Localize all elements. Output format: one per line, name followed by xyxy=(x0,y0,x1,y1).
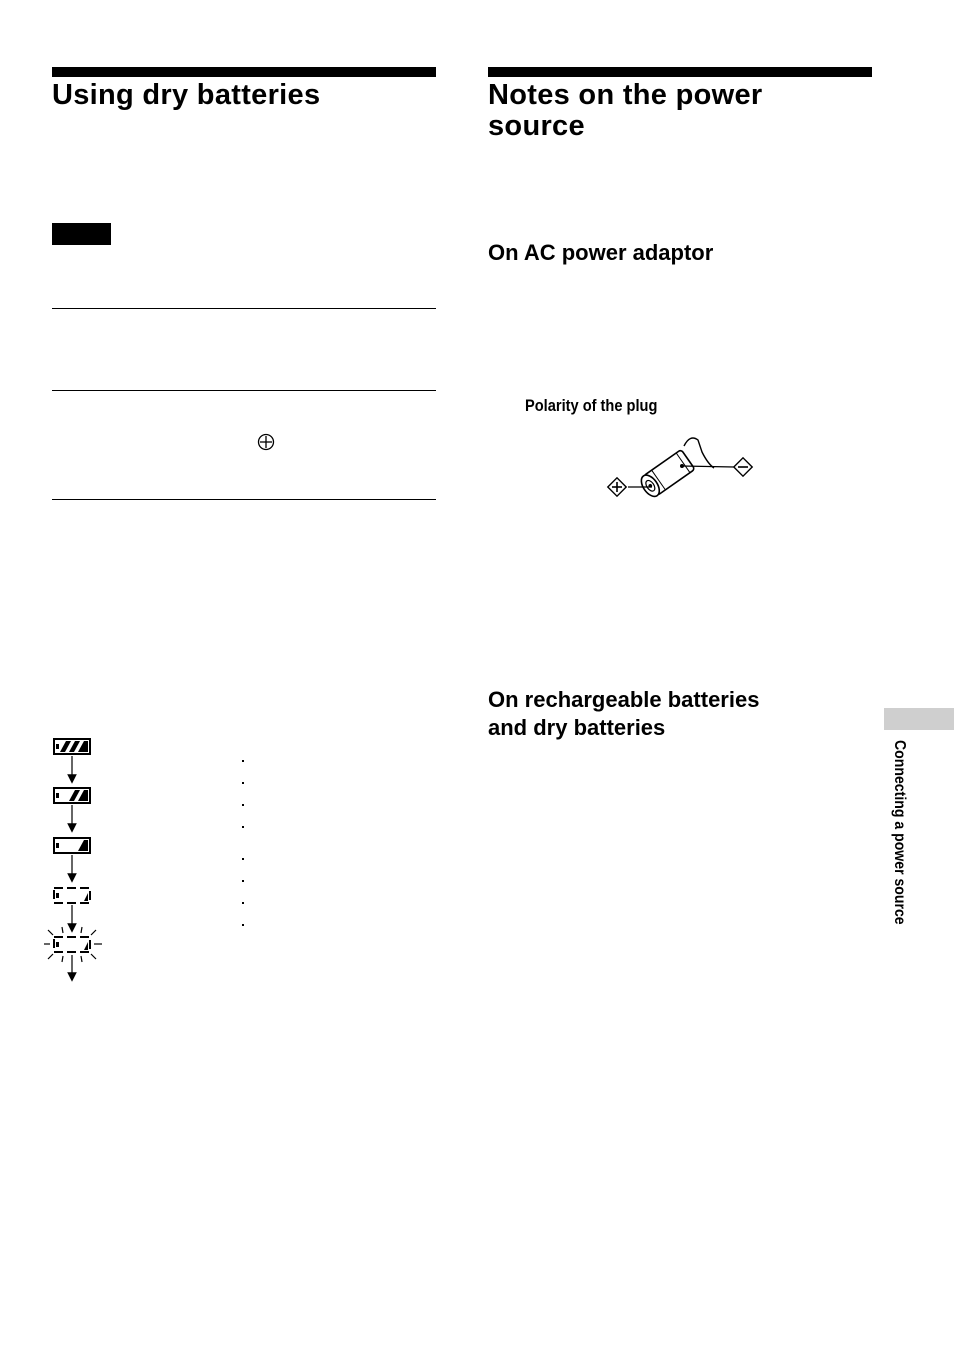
page-title-dry-batteries: Using dry batteries xyxy=(52,79,321,111)
leader-dot xyxy=(242,880,244,882)
leader-dot xyxy=(242,804,244,806)
battery-two-thirds-icon xyxy=(54,788,90,803)
page-title-power-source-line2: source xyxy=(488,110,585,142)
leader-dot xyxy=(242,760,244,762)
section-heading-ac-adaptor: On AC power adaptor xyxy=(488,240,714,265)
page-title-power-source-line1: Notes on the power xyxy=(488,79,763,111)
right-title-rule xyxy=(488,67,872,77)
notes-label-box xyxy=(52,223,111,245)
battery-low-icon xyxy=(54,888,90,903)
leader-dot xyxy=(242,858,244,860)
circled-plus-icon xyxy=(257,433,275,451)
plug-polarity-icon xyxy=(600,430,760,505)
section-heading-batteries-line2: and dry batteries xyxy=(488,715,666,740)
leader-dot xyxy=(242,924,244,926)
battery-one-third-icon xyxy=(54,838,90,853)
leader-dot xyxy=(242,782,244,784)
chapter-tab xyxy=(884,708,954,730)
leader-dot xyxy=(242,826,244,828)
polarity-caption: Polarity of the plug xyxy=(525,396,658,415)
step-divider-1 xyxy=(52,308,436,309)
step-divider-3 xyxy=(52,499,436,500)
battery-level-sequence xyxy=(40,735,112,985)
battery-full-icon xyxy=(54,739,90,754)
left-title-rule xyxy=(52,67,436,77)
leader-dot xyxy=(242,902,244,904)
step-divider-2 xyxy=(52,390,436,391)
battery-empty-flashing-icon xyxy=(44,927,102,962)
chapter-tab-label: Connecting a power source xyxy=(891,740,908,925)
section-heading-batteries-line1: On rechargeable batteries xyxy=(488,687,760,712)
